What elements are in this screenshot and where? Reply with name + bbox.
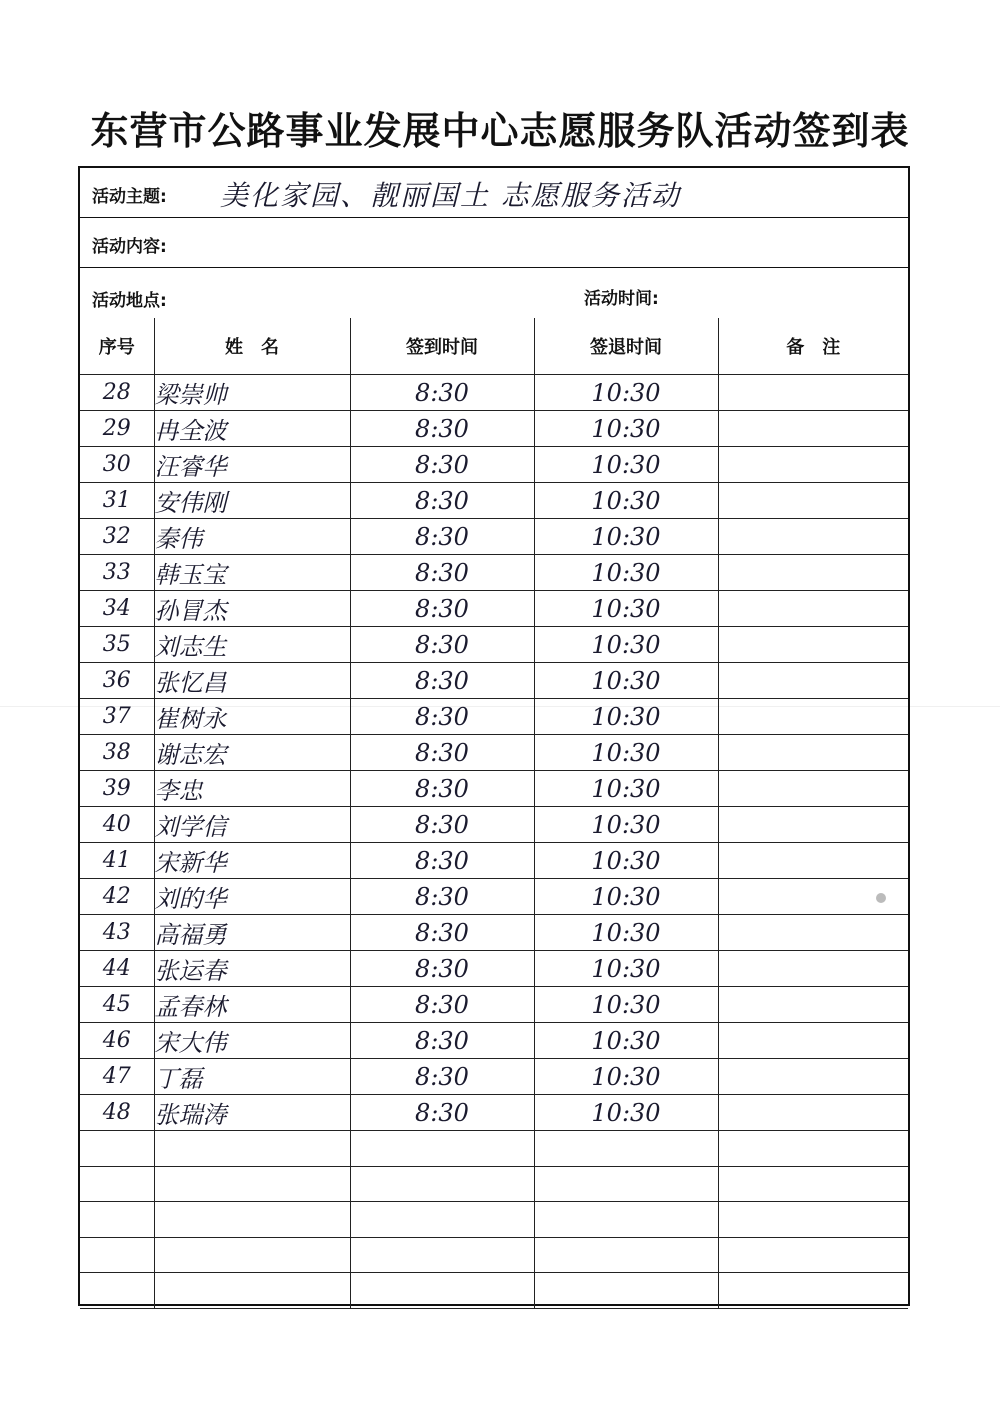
table-row [80,1023,908,1059]
table-row [80,1095,908,1131]
sign-out-cell: 10:30 [534,735,718,771]
name-cell: 刘学信 [154,807,350,843]
sign-in-cell: 8:30 [350,987,534,1023]
seq-cell: 31 [80,483,154,519]
sign-out-cell: 10:30 [534,447,718,483]
sign-in-cell [350,1202,534,1238]
table-row [80,1166,908,1202]
name-cell: 汪睿华 [154,447,350,483]
name-cell [154,1273,350,1309]
seq-cell: 44 [80,951,154,987]
name-cell: 张瑞涛 [154,1095,350,1131]
header-sign-in-time: 签到时间 [350,318,534,375]
sign-out-cell: 10:30 [534,1059,718,1095]
sign-out-cell: 10:30 [534,1023,718,1059]
sign-out-cell: 10:30 [534,879,718,915]
remarks-cell [718,1237,908,1273]
sign-in-cell: 8:30 [350,699,534,735]
sign-in-cell: 8:30 [350,1023,534,1059]
theme-value: 美化家园、靓丽国土 志愿服务活动 [220,179,681,212]
name-cell: 刘志生 [154,627,350,663]
sign-out-cell: 10:30 [534,699,718,735]
remarks-cell [718,987,908,1023]
seq-cell [80,1237,154,1273]
sign-out-cell: 10:30 [534,951,718,987]
sign-in-cell: 8:30 [350,915,534,951]
sign-out-cell [534,1273,718,1309]
header-name: 姓 名 [154,318,350,375]
sign-out-cell: 10:30 [534,627,718,663]
sign-in-cell: 8:30 [350,663,534,699]
sign-in-cell: 8:30 [350,843,534,879]
sign-in-cell: 8:30 [350,879,534,915]
name-cell: 梁崇帅 [154,375,350,411]
attendance-table [80,318,908,1309]
remarks-cell [718,915,908,951]
name-cell: 孙冒杰 [154,591,350,627]
seq-cell: 30 [80,447,154,483]
table-row [80,591,908,627]
seq-cell [80,1202,154,1238]
sign-in-cell: 8:30 [350,591,534,627]
sign-out-cell: 10:30 [534,555,718,591]
sign-in-cell: 8:30 [350,483,534,519]
theme-label: 活动主题: [92,187,167,207]
remarks-cell [718,699,908,735]
remarks-cell [718,519,908,555]
name-cell: 张运春 [154,951,350,987]
name-cell: 丁磊 [154,1059,350,1095]
seq-cell: 39 [80,771,154,807]
remarks-cell [718,1095,908,1131]
name-cell: 刘的华 [154,879,350,915]
name-cell: 崔树永 [154,699,350,735]
table-row [80,447,908,483]
table-row [80,411,908,447]
table-row [80,951,908,987]
table-row [80,627,908,663]
name-cell: 韩玉宝 [154,555,350,591]
table-row [80,375,908,411]
sign-out-cell: 10:30 [534,375,718,411]
name-cell [154,1237,350,1273]
name-cell: 秦伟 [154,519,350,555]
table-row [80,1059,908,1095]
remarks-cell [718,735,908,771]
seq-cell: 28 [80,375,154,411]
remarks-cell [718,1023,908,1059]
seq-cell: 38 [80,735,154,771]
name-cell: 冉全波 [154,411,350,447]
table-row [80,1237,908,1273]
remarks-cell [718,1166,908,1202]
seq-cell: 48 [80,1095,154,1131]
remarks-cell [718,843,908,879]
table-row [80,735,908,771]
seq-cell: 45 [80,987,154,1023]
remarks-cell [718,771,908,807]
table-row [80,807,908,843]
theme-row [80,168,908,218]
sheet-title: 东营市公路事业发展中心志愿服务队活动签到表 [90,109,910,153]
table-row [80,1131,908,1167]
sign-out-cell: 10:30 [534,411,718,447]
sign-in-cell: 8:30 [350,411,534,447]
name-cell: 孟春林 [154,987,350,1023]
table-row [80,843,908,879]
table-row [80,663,908,699]
seq-cell: 35 [80,627,154,663]
sign-in-cell: 8:30 [350,519,534,555]
sign-in-cell [350,1166,534,1202]
table-row [80,519,908,555]
name-cell [154,1166,350,1202]
sign-out-cell: 10:30 [534,663,718,699]
seq-cell: 36 [80,663,154,699]
location-label: 活动地点: [92,291,167,311]
remarks-cell [718,1202,908,1238]
table-header-row [80,318,908,375]
name-cell: 宋新华 [154,843,350,879]
sign-in-cell [350,1131,534,1167]
remarks-cell [718,807,908,843]
remarks-cell [718,951,908,987]
remarks-cell [718,627,908,663]
sign-in-cell: 8:30 [350,771,534,807]
remarks-cell [718,1059,908,1095]
seq-cell: 40 [80,807,154,843]
name-cell: 安伟刚 [154,483,350,519]
table-row [80,1202,908,1238]
table-row [80,483,908,519]
seq-cell [80,1166,154,1202]
time-label: 活动时间: [584,289,659,309]
remarks-cell [718,411,908,447]
sign-out-cell: 10:30 [534,771,718,807]
seq-cell [80,1131,154,1167]
sign-out-cell: 10:30 [534,843,718,879]
paper-speck [876,893,886,903]
sign-in-cell: 8:30 [350,951,534,987]
seq-cell: 34 [80,591,154,627]
sign-out-cell: 10:30 [534,915,718,951]
content-row [80,218,908,268]
header-seq: 序号 [80,318,154,375]
table-row [80,555,908,591]
table-row [80,699,908,735]
sign-in-cell: 8:30 [350,627,534,663]
seq-cell: 29 [80,411,154,447]
sign-out-cell: 10:30 [534,591,718,627]
remarks-cell [718,447,908,483]
name-cell: 宋大伟 [154,1023,350,1059]
sign-in-cell: 8:30 [350,1095,534,1131]
sign-in-cell: 8:30 [350,735,534,771]
sign-out-cell: 10:30 [534,519,718,555]
remarks-cell [718,483,908,519]
sign-in-cell: 8:30 [350,447,534,483]
sign-out-cell [534,1166,718,1202]
name-cell [154,1131,350,1167]
name-cell: 谢志宏 [154,735,350,771]
table-row [80,1273,908,1309]
sign-out-cell [534,1237,718,1273]
sign-in-cell [350,1273,534,1309]
remarks-cell [718,375,908,411]
name-cell: 李忠 [154,771,350,807]
header-sign-out-time: 签退时间 [534,318,718,375]
sign-out-cell [534,1202,718,1238]
sign-in-cell: 8:30 [350,375,534,411]
sign-in-form [78,166,910,1306]
sign-out-cell: 10:30 [534,483,718,519]
remarks-cell [718,591,908,627]
table-row [80,915,908,951]
seq-cell: 47 [80,1059,154,1095]
sign-in-cell: 8:30 [350,807,534,843]
sign-out-cell [534,1131,718,1167]
seq-cell: 33 [80,555,154,591]
content-label: 活动内容: [92,237,167,257]
sign-out-cell: 10:30 [534,1095,718,1131]
sign-out-cell: 10:30 [534,987,718,1023]
seq-cell: 37 [80,699,154,735]
remarks-cell [718,663,908,699]
name-cell: 张忆昌 [154,663,350,699]
location-row [80,268,908,318]
seq-cell: 43 [80,915,154,951]
seq-cell: 46 [80,1023,154,1059]
seq-cell: 41 [80,843,154,879]
seq-cell: 32 [80,519,154,555]
name-cell [154,1202,350,1238]
sign-in-cell: 8:30 [350,555,534,591]
remarks-cell [718,1273,908,1309]
sign-out-cell: 10:30 [534,807,718,843]
sign-in-cell: 8:30 [350,1059,534,1095]
sign-in-cell [350,1237,534,1273]
table-row [80,987,908,1023]
table-row [80,771,908,807]
seq-cell: 42 [80,879,154,915]
header-remarks: 备 注 [718,318,908,375]
remarks-cell [718,1131,908,1167]
remarks-cell [718,555,908,591]
name-cell: 高福勇 [154,915,350,951]
seq-cell [80,1273,154,1309]
table-row [80,879,908,915]
